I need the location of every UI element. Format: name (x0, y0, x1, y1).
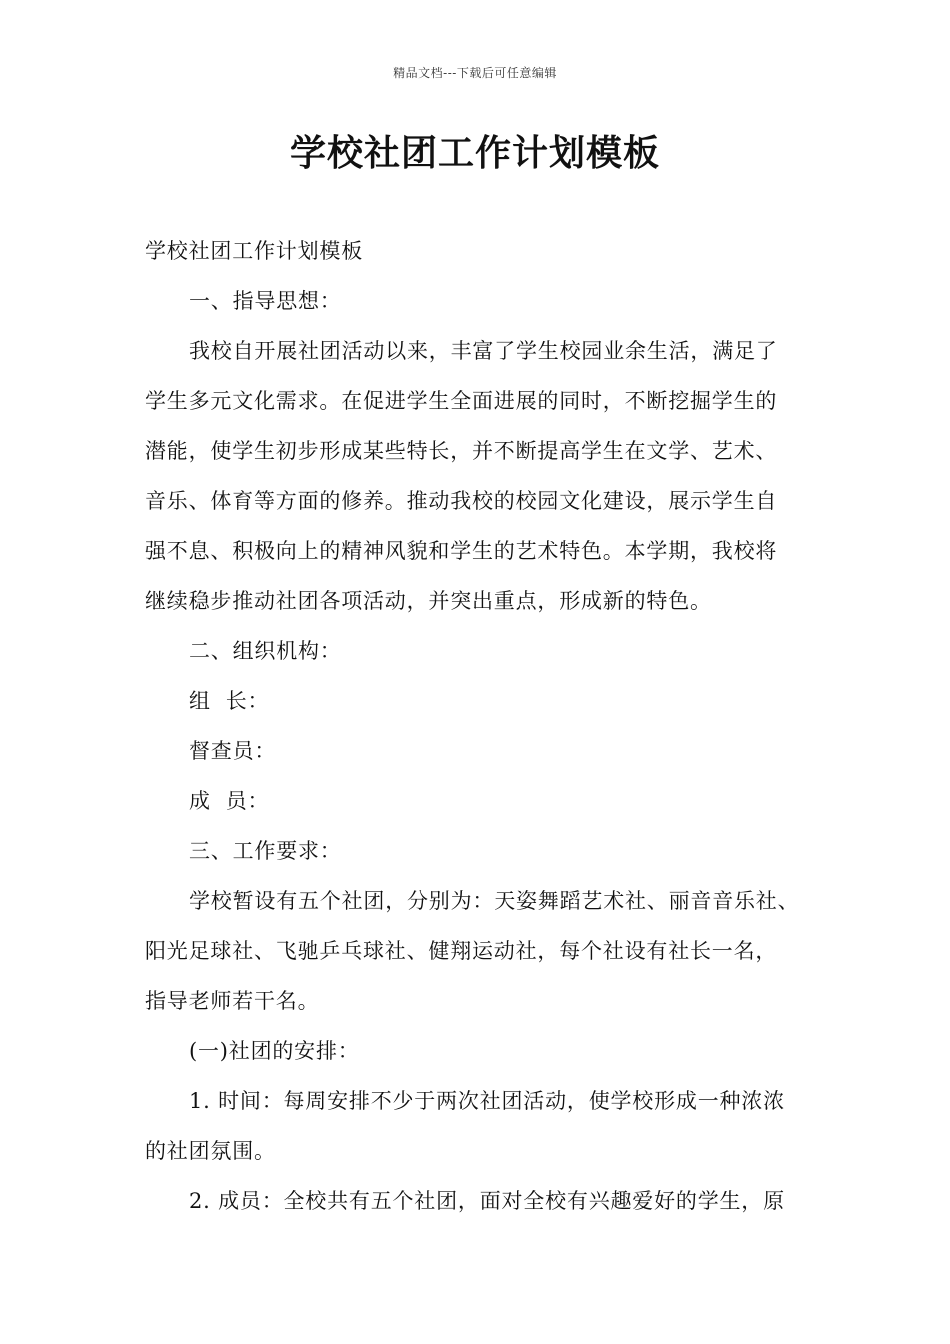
paragraph-line: 继续稳步推动社团各项活动，并突出重点，形成新的特色。 (145, 589, 712, 613)
paragraph-line: 音乐、体育等方面的修养。推动我校的校园文化建设，展示学生自 (145, 489, 778, 513)
paragraph-line: 潜能，使学生初步形成某些特长，并不断提高学生在文学、艺术、 (145, 439, 778, 463)
paragraph-line: 强不息、积极向上的精神风貌和学生的艺术特色。本学期，我校将 (145, 539, 778, 563)
paragraph-line: 我校自开展社团活动以来，丰富了学生校园业余生活，满足了 (189, 339, 778, 363)
document-subtitle: 学校社团工作计划模板 (145, 239, 363, 263)
paragraph-line: 学生多元文化需求。在促进学生全面进展的同时，不断挖掘学生的 (145, 389, 778, 413)
paragraph-line: 1. 时间：每周安排不少于两次社团活动，使学校形成一种浓浓 (189, 1089, 785, 1113)
paragraph-line: 阳光足球社、飞驰乒乓球社、健翔运动社，每个社设有社长一名， (145, 939, 778, 963)
document-title: 学校社团工作计划模板 (289, 132, 660, 174)
section-heading-guiding: 一、指导思想： (189, 289, 342, 313)
org-members-field: 成 员： (189, 789, 270, 813)
org-supervisor-field: 督查员： (189, 739, 277, 763)
section-heading-organization: 二、组织机构： (189, 639, 342, 663)
section-heading-requirements: 三、工作要求： (189, 839, 342, 863)
paragraph-line: 指导老师若干名。 (145, 989, 320, 1013)
subsection-heading-arrangement: (一)社团的安排： (189, 1039, 360, 1063)
header-note: 精品文档---下载后可任意编辑 (393, 66, 557, 80)
document-body (145, 226, 815, 1226)
org-leader-field: 组 长： (189, 689, 270, 713)
paragraph-line: 学校暂设有五个社团，分别为：天姿舞蹈艺术社、丽音音乐社、 (189, 889, 800, 913)
paragraph-line: 的社团氛围。 (145, 1139, 276, 1163)
paragraph-line: 2. 成员：全校共有五个社团，面对全校有兴趣爱好的学生，原 (189, 1189, 785, 1213)
